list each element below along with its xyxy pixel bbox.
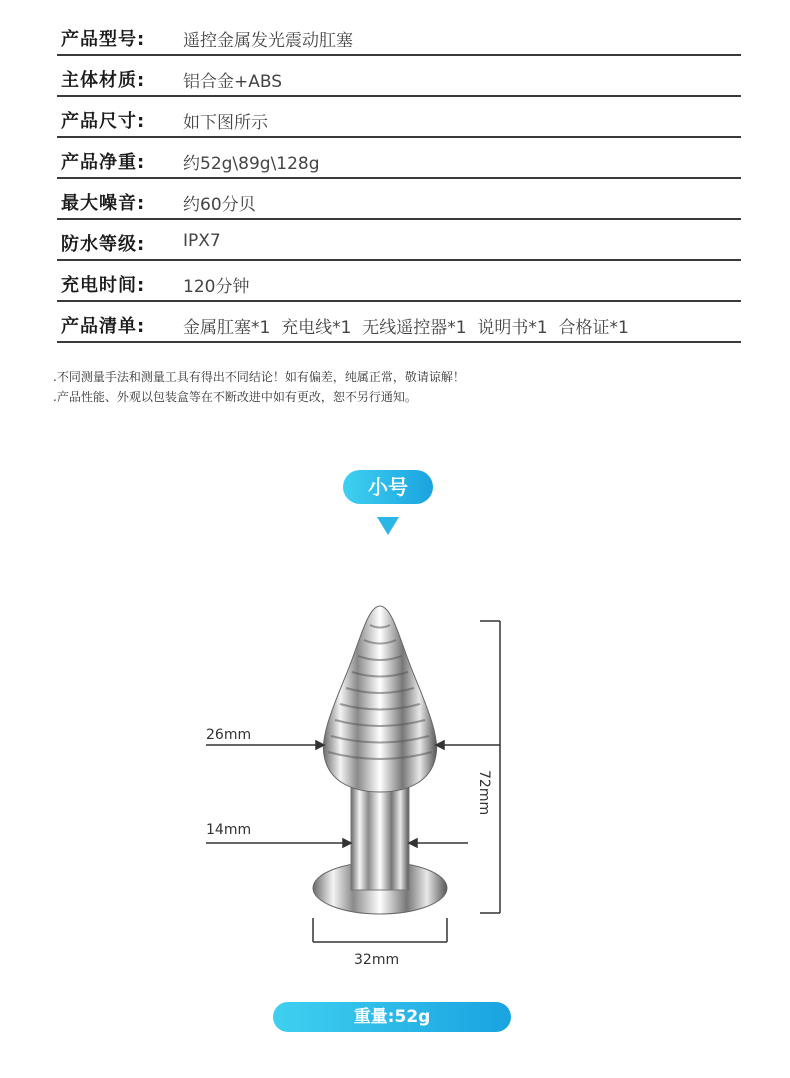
spec-label: 产品净重: [61, 152, 146, 173]
spec-value: 遥控金属发光震动肛塞 [183, 31, 353, 51]
spec-value: 如下图所示 [183, 113, 268, 133]
spec-label: 充电时间: [61, 275, 146, 296]
note-line: .不同测量手法和测量工具有得出不同结论！如有偏差，纯属正常，敬请谅解！ [53, 370, 465, 384]
height-label: 72mm [476, 770, 492, 816]
spec-value: 金属肛塞*1 充电线*1 无线遥控器*1 说明书*1 合格证*1 [183, 318, 629, 338]
product-image [313, 606, 447, 914]
weight-badge: 重量:52g [273, 1002, 511, 1032]
base-width-label: 32mm [354, 952, 400, 968]
neck-width-label: 14mm [206, 822, 252, 838]
note-line: .产品性能、外观以包装盒等在不断改进中如有更改，恕不另行通知。 [53, 390, 417, 404]
spec-label: 产品型号: [61, 29, 146, 50]
spec-label: 最大噪音: [61, 193, 146, 214]
spec-value: 约52g\89g\128g [183, 154, 320, 174]
spec-label: 主体材质: [61, 70, 146, 91]
spec-label: 防水等级: [61, 234, 146, 255]
head-width-label: 26mm [206, 727, 252, 743]
spec-label: 产品清单: [61, 316, 146, 337]
spec-value: IPX7 [183, 231, 221, 251]
spec-value: 铝合金+ABS [183, 72, 283, 92]
spec-value: 约60分贝 [183, 195, 256, 215]
spec-label: 产品尺寸: [61, 111, 146, 132]
size-tag: 小号 [343, 470, 433, 504]
spec-value: 120分钟 [183, 277, 250, 297]
